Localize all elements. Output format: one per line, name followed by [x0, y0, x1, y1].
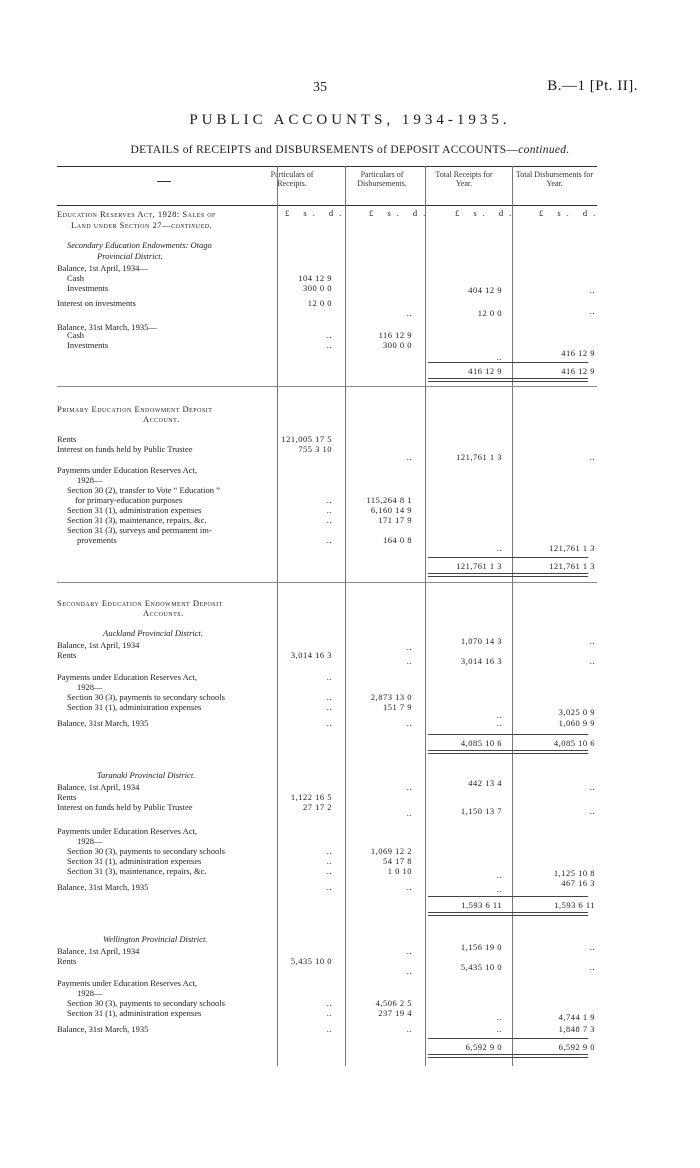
- column-divider: [512, 166, 513, 1066]
- section-divider: [57, 582, 597, 583]
- section-divider: [57, 386, 597, 387]
- total-double-rule: [428, 1054, 588, 1058]
- total-rule: [428, 362, 588, 363]
- page-number: 35: [313, 80, 327, 95]
- page-title: PUBLIC ACCOUNTS, 1934-1935.: [189, 112, 511, 128]
- total-double-rule: [428, 750, 588, 754]
- total-rule: [428, 896, 588, 897]
- column-total-receipts: Total Receipts for Year.: [435, 170, 493, 188]
- units-label: £ s. d.: [285, 208, 348, 218]
- total-double-rule: [428, 573, 588, 577]
- units-label: £ s. d.: [369, 208, 432, 218]
- column-particulars-receipts: Particulars of Receipts.: [270, 170, 314, 188]
- total-rule: [428, 557, 588, 558]
- total-double-rule: [428, 912, 588, 916]
- units-label: £ s. d.: [455, 208, 518, 218]
- page-subtitle: [0, 144, 700, 156]
- column-divider: [345, 166, 346, 1066]
- column-divider: [425, 166, 426, 1066]
- total-rule: [428, 1038, 588, 1039]
- accounts-table: [57, 166, 597, 206]
- total-double-rule: [428, 378, 588, 382]
- description-column-header: [157, 181, 171, 182]
- column-total-disbursements: Total Disbursements for Year.: [515, 170, 594, 188]
- total-rule: [428, 734, 588, 735]
- subtitle-continued: continued.: [518, 144, 570, 156]
- column-particulars-disbursements: Particulars of Disbursements.: [357, 170, 407, 188]
- subtitle-main: DETAILS of RECEIPTS and DISBURSEMENTS of DEPOSIT ACCOUNTS—: [130, 144, 519, 156]
- table-header: [57, 166, 597, 206]
- document-reference: B.—1 [Pt. II].: [547, 78, 638, 94]
- units-label: £ s. d.: [539, 208, 602, 218]
